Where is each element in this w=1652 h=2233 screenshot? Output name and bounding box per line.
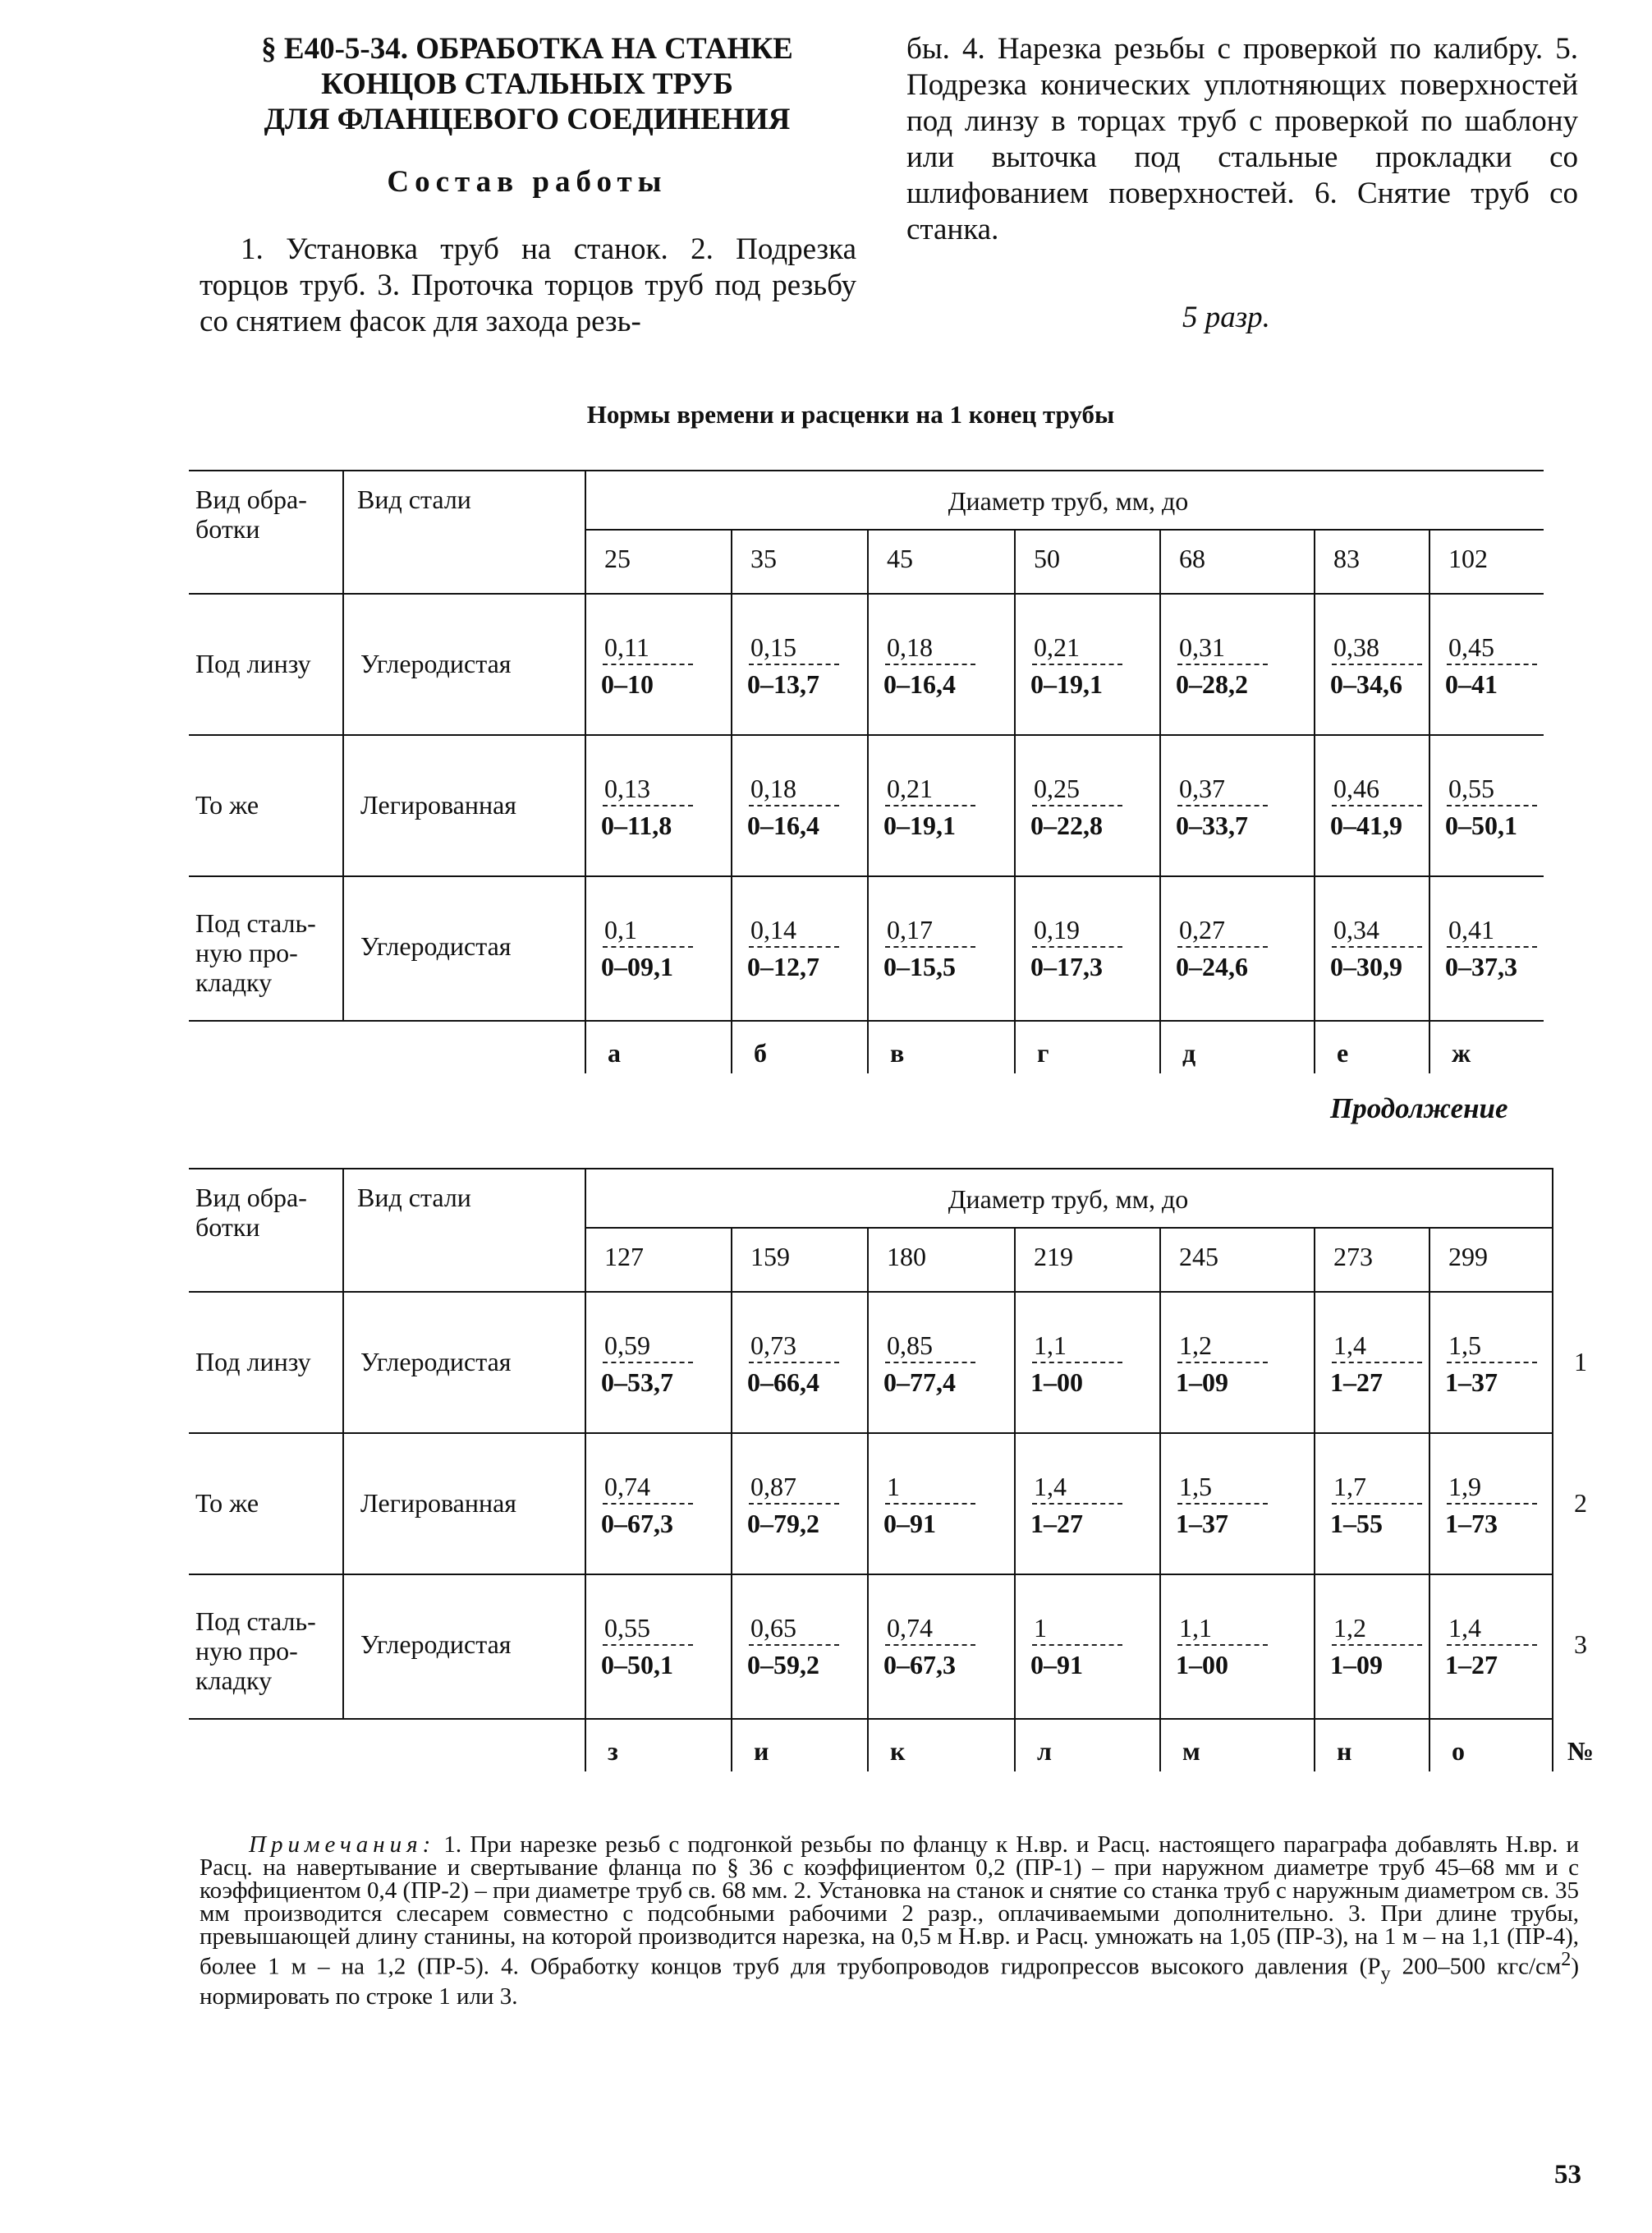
- table-cell: [867, 1611, 990, 1682]
- column-letter: л: [1037, 1736, 1052, 1766]
- section-title: [190, 31, 864, 137]
- table-rule: [189, 593, 1544, 595]
- diameter-value: 273: [1333, 1242, 1373, 1271]
- time-norm: 0,55: [1448, 774, 1494, 803]
- table-cell: [1314, 1470, 1437, 1541]
- diameter-subrule: [585, 529, 1544, 531]
- row-steel-type: Углеродистая: [360, 1629, 512, 1659]
- row-steel-type: Углеродистая: [360, 1347, 512, 1376]
- norms-table-1: [189, 470, 1552, 1073]
- diameter-subrule: [585, 1227, 1552, 1229]
- table-cell: [867, 1470, 990, 1541]
- composition-heading: Состав работы: [387, 165, 668, 199]
- time-norm: 1,2: [1333, 1613, 1366, 1643]
- table-cell: [1159, 913, 1283, 984]
- row-processing-type: Под сталь- ную про- кладку: [195, 908, 316, 997]
- table-cell: [1159, 1470, 1283, 1541]
- row-number: 3: [1574, 1629, 1587, 1659]
- row-processing-type: То же: [195, 790, 259, 820]
- column-letter: е: [1337, 1038, 1349, 1068]
- rate-value: 0–15,5: [883, 952, 956, 981]
- rate-value: 0–59,2: [747, 1650, 819, 1679]
- time-norm: 1: [1034, 1613, 1047, 1643]
- table-cell: [1314, 1611, 1437, 1682]
- time-norm: 1,7: [1333, 1472, 1366, 1501]
- table-cell: [1314, 631, 1437, 701]
- number-header: №: [1567, 1736, 1595, 1766]
- table-cell: [1429, 913, 1552, 984]
- table-cell: [867, 1329, 990, 1399]
- column-letter: к: [890, 1736, 906, 1766]
- table-vrule: [342, 1168, 344, 1718]
- rate-value: 0–91: [883, 1509, 936, 1538]
- table-cell: [585, 1611, 708, 1682]
- table-cell: [1014, 772, 1137, 843]
- table-cell: [1429, 1611, 1552, 1682]
- table-rule: [189, 1020, 1544, 1022]
- diameter-value: 45: [887, 544, 913, 573]
- rate-value: 0–41: [1445, 669, 1498, 699]
- time-norm: 0,21: [887, 774, 933, 803]
- rate-value: 1–27: [1445, 1650, 1498, 1679]
- rate-value: 0–16,4: [883, 669, 956, 699]
- time-norm: 0,17: [887, 915, 933, 944]
- rate-value: 0–50,1: [1445, 811, 1517, 840]
- table-cell: [731, 913, 854, 984]
- table-cell: [1159, 1611, 1283, 1682]
- rate-value: 0–53,7: [601, 1367, 673, 1397]
- time-norm: 1,4: [1333, 1330, 1366, 1360]
- table-cell: [1159, 1329, 1283, 1399]
- rate-value: 1–37: [1445, 1367, 1498, 1397]
- table-cell: [585, 1329, 708, 1399]
- table-cell: [1314, 772, 1437, 843]
- rate-value: 0–67,3: [883, 1650, 956, 1679]
- row-steel-type: Легированная: [360, 1488, 516, 1518]
- table-cell: [1014, 631, 1137, 701]
- notes-text-2: 200–500 кгс/см: [1390, 1953, 1562, 1980]
- time-norm: 0,15: [750, 632, 796, 662]
- table-rule: [189, 1718, 1552, 1720]
- table-rule: [189, 1168, 1552, 1169]
- time-norm: 0,46: [1333, 774, 1379, 803]
- diameter-value: 245: [1179, 1242, 1218, 1271]
- column-letter: б: [754, 1038, 767, 1068]
- rate-value: 0–11,8: [601, 811, 672, 840]
- rate-value: 0–17,3: [1030, 952, 1103, 981]
- time-norm: 0,34: [1333, 915, 1379, 944]
- time-norm: 0,74: [887, 1613, 933, 1643]
- rate-value: 0–13,7: [747, 669, 819, 699]
- notes-subscript: у: [1380, 1962, 1391, 1985]
- worker-grade: 5 разр.: [1182, 301, 1270, 334]
- table-rule: [189, 875, 1544, 877]
- time-norm: 1,4: [1034, 1472, 1067, 1501]
- time-norm: 0,19: [1034, 915, 1080, 944]
- time-norm: 1,1: [1179, 1613, 1212, 1643]
- column-header-diameter: Диаметр труб, мм, до: [948, 486, 1189, 516]
- time-norm: 0,31: [1179, 632, 1225, 662]
- table-cell: [585, 913, 708, 984]
- column-letter: д: [1182, 1038, 1196, 1068]
- table-cell: [1429, 631, 1552, 701]
- time-norm: 1,9: [1448, 1472, 1481, 1501]
- rate-value: 0–33,7: [1176, 811, 1248, 840]
- table-cell: [731, 1611, 854, 1682]
- diameter-value: 299: [1448, 1242, 1488, 1271]
- column-letter: м: [1182, 1736, 1200, 1766]
- row-processing-type: То же: [195, 1488, 259, 1518]
- rate-value: 0–41,9: [1330, 811, 1402, 840]
- diameter-value: 159: [750, 1242, 790, 1271]
- row-number: 2: [1574, 1488, 1587, 1518]
- rate-value: 1–37: [1176, 1509, 1228, 1538]
- table-cell: [1314, 913, 1437, 984]
- column-header-processing: Вид обра- ботки: [195, 1183, 307, 1242]
- time-norm: 0,55: [604, 1613, 650, 1643]
- table-cell: [1159, 631, 1283, 701]
- title-line-3: ДЛЯ ФЛАНЦЕВОГО СОЕДИНЕНИЯ: [264, 103, 791, 136]
- rate-value: 0–50,1: [601, 1650, 673, 1679]
- rate-value: 0–16,4: [747, 811, 819, 840]
- column-letter: н: [1337, 1736, 1352, 1766]
- time-norm: 1,2: [1179, 1330, 1212, 1360]
- column-letter: а: [608, 1038, 621, 1068]
- time-norm: 0,27: [1179, 915, 1225, 944]
- column-header-diameter: Диаметр труб, мм, до: [948, 1184, 1189, 1214]
- rate-value: 0–28,2: [1176, 669, 1248, 699]
- rate-value: 1–09: [1330, 1650, 1383, 1679]
- column-letter: и: [754, 1736, 769, 1766]
- table-cell: [1159, 772, 1283, 843]
- table-cell: [1014, 1329, 1137, 1399]
- table-cell: [867, 772, 990, 843]
- column-letter: з: [608, 1736, 618, 1766]
- time-norm: 0,41: [1448, 915, 1494, 944]
- norms-table-2: [189, 1168, 1595, 1792]
- time-norm: 0,74: [604, 1472, 650, 1501]
- column-letter: в: [890, 1038, 905, 1068]
- diameter-value: 219: [1034, 1242, 1073, 1271]
- time-norm: 1,1: [1034, 1330, 1067, 1360]
- table-cell: [731, 1470, 854, 1541]
- notes-superscript: 2: [1561, 1948, 1572, 1970]
- rate-value: 1–73: [1445, 1509, 1498, 1538]
- table-cell: [731, 772, 854, 843]
- table-cell: [1014, 1470, 1137, 1541]
- rate-value: 1–00: [1176, 1650, 1228, 1679]
- time-norm: 0,18: [750, 774, 796, 803]
- time-norm: 0,21: [1034, 632, 1080, 662]
- continuation-label: Продолжение: [1330, 1092, 1508, 1124]
- time-norm: 0,59: [604, 1330, 650, 1360]
- time-norm: 0,73: [750, 1330, 796, 1360]
- column-header-steel: Вид стали: [357, 1183, 471, 1212]
- column-letter: ж: [1452, 1038, 1471, 1068]
- time-norm: 0,38: [1333, 632, 1379, 662]
- row-steel-type: Углеродистая: [360, 931, 512, 961]
- notes-text-3: ) нормировать по строке 1 или 3.: [200, 1953, 1579, 2010]
- table-vrule: [342, 470, 344, 1020]
- row-processing-type: Под линзу: [195, 649, 311, 678]
- table-cell: [1014, 913, 1137, 984]
- rate-value: 0–79,2: [747, 1509, 819, 1538]
- time-norm: 0,87: [750, 1472, 796, 1501]
- time-norm: 0,25: [1034, 774, 1080, 803]
- rate-value: 0–34,6: [1330, 669, 1402, 699]
- column-header-steel: Вид стали: [357, 485, 471, 514]
- table-cell: [585, 631, 708, 701]
- title-line-1: § Е40-5-34. ОБРАБОТКА НА СТАНКЕ: [261, 32, 793, 66]
- composition-text-left: 1. Установка труб на станок. 2. Подрезка торцов труб. 3. Проточка торцов труб под резьбу со снятием фасок для захода резь-: [200, 232, 856, 338]
- rate-value: 0–09,1: [601, 952, 673, 981]
- rate-value: 1–09: [1176, 1367, 1228, 1397]
- rate-value: 1–27: [1330, 1367, 1383, 1397]
- table-cell: [1429, 772, 1552, 843]
- table-cell: [1014, 1611, 1137, 1682]
- row-number: 1: [1574, 1347, 1587, 1376]
- row-processing-type: Под сталь- ную про- кладку: [195, 1606, 316, 1695]
- diameter-value: 180: [887, 1242, 926, 1271]
- diameter-value: 25: [604, 544, 631, 573]
- time-norm: 1,4: [1448, 1613, 1481, 1643]
- page-number: 53: [1554, 2160, 1581, 2189]
- diameter-value: 68: [1179, 544, 1205, 573]
- time-norm: 0,1: [604, 915, 637, 944]
- table-cell: [1429, 1470, 1552, 1541]
- time-norm: 1: [887, 1472, 900, 1501]
- time-norm: 1,5: [1179, 1472, 1212, 1501]
- composition-text-right: бы. 4. Нарезка резьбы с проверкой по калибру. 5. Подрезка конических уплотняющих поверхностей под линзу в торцах труб с проверкой по шаблону или выточка под стальные прокладки со шлифованием поверхностей. 6. Снятие труб со станка.: [906, 32, 1578, 246]
- rate-value: 1–55: [1330, 1509, 1383, 1538]
- diameter-value: 35: [750, 544, 777, 573]
- row-steel-type: Углеродистая: [360, 649, 512, 678]
- rate-value: 0–22,8: [1030, 811, 1103, 840]
- table-rule: [189, 1432, 1552, 1434]
- diameter-value: 83: [1333, 544, 1360, 573]
- time-norm: 0,37: [1179, 774, 1225, 803]
- rate-value: 0–66,4: [747, 1367, 819, 1397]
- table-cell: [731, 1329, 854, 1399]
- rate-value: 0–10: [601, 669, 654, 699]
- table-cell: [1429, 1329, 1552, 1399]
- rate-value: 0–67,3: [601, 1509, 673, 1538]
- time-norm: 0,14: [750, 915, 796, 944]
- notes-text: 1. При нарезке резьб с подгонкой резьбы по фланцу к Н.вр. и Расц. настоящего параграфа добавлять Н.вр. и Расц. на навертывание и свертывание фланца по § 36 с коэффициентом 0,2 (ПР-1) – при наружном диаметре труб 45–68 мм и с коэффициентом 0,4 (ПР-2) – при диаметре труб св. 68 мм. 2. Установка на станок и снятие со станка труб с наружным диаметром св. 35 мм производится слесарем совместно с подсобными рабочими 2 разр., оплачиваемыми дополнительно. 3. При длине трубы, превышающей длину станины, на которой производится нарезка, на 0,5 м Н.вр. и Расц. умножать на 1,05 (ПР-3), на 1 м – на 1,1 (ПР-4), более 1 м – на 1,2 (ПР-5). 4. Обработку концов труб для трубопроводов гидропрессов высокого давления (Р: [200, 1831, 1579, 1980]
- table-cell: [585, 1470, 708, 1541]
- table-rule: [189, 734, 1544, 736]
- column-letter: г: [1037, 1038, 1049, 1068]
- diameter-value: 50: [1034, 544, 1060, 573]
- table-cell: [1314, 1329, 1437, 1399]
- rate-value: 0–12,7: [747, 952, 819, 981]
- title-line-2: КОНЦОВ СТАЛЬНЫХ ТРУБ: [321, 67, 733, 101]
- table-rule: [189, 1291, 1552, 1293]
- time-norm: 1,5: [1448, 1330, 1481, 1360]
- diameter-value: 127: [604, 1242, 644, 1271]
- table-cell: [585, 772, 708, 843]
- rate-value: 0–30,9: [1330, 952, 1402, 981]
- column-header-processing: Вид обра- ботки: [195, 485, 307, 544]
- rate-value: 0–77,4: [883, 1367, 956, 1397]
- time-norm: 0,45: [1448, 632, 1494, 662]
- table-cell: [731, 631, 854, 701]
- table-vrule: [1552, 1168, 1553, 1771]
- rate-value: 0–91: [1030, 1650, 1083, 1679]
- time-norm: 0,11: [604, 632, 649, 662]
- column-letter: о: [1452, 1736, 1465, 1766]
- table-cell: [867, 631, 990, 701]
- table-rule: [189, 1574, 1552, 1575]
- rate-value: 1–27: [1030, 1509, 1083, 1538]
- diameter-value: 102: [1448, 544, 1488, 573]
- time-norm: 0,65: [750, 1613, 796, 1643]
- table-cell: [867, 913, 990, 984]
- table-caption: Нормы времени и расценки на 1 конец трубы: [586, 400, 1115, 429]
- row-steel-type: Легированная: [360, 790, 516, 820]
- time-norm: 0,18: [887, 632, 933, 662]
- notes: [200, 1833, 1579, 2008]
- rate-value: 0–24,6: [1176, 952, 1248, 981]
- row-processing-type: Под линзу: [195, 1347, 311, 1376]
- table-rule: [189, 470, 1544, 471]
- time-norm: 0,13: [604, 774, 650, 803]
- notes-lead: Примечания:: [249, 1831, 436, 1858]
- time-norm: 0,85: [887, 1330, 933, 1360]
- rate-value: 0–37,3: [1445, 952, 1517, 981]
- rate-value: 0–19,1: [1030, 669, 1103, 699]
- rate-value: 0–19,1: [883, 811, 956, 840]
- rate-value: 1–00: [1030, 1367, 1083, 1397]
